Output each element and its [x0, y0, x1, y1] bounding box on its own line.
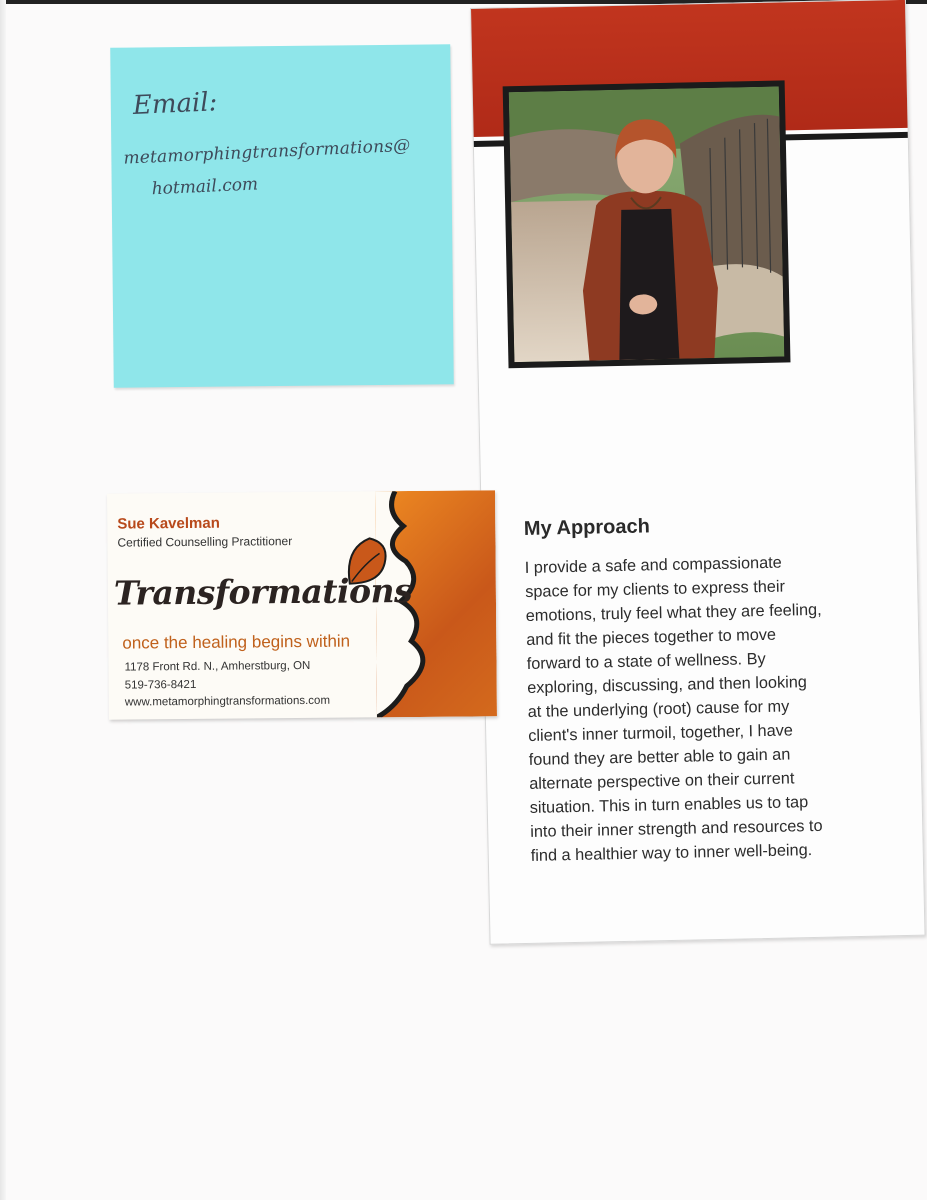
card-website: www.metamorphingtransformations.com: [124, 694, 331, 709]
card-address: 1178 Front Rd. N., Amherstburg, ON: [124, 659, 311, 674]
approach-heading: My Approach: [523, 515, 651, 540]
approach-body-line: emotions, truly feel what they are feeling,: [525, 600, 822, 625]
brochure: [470, 0, 926, 945]
approach-body-line: into their inner strength and resources to: [530, 816, 823, 841]
portrait-photo-image: [509, 87, 785, 363]
portrait-photo: [503, 80, 791, 368]
sticky-email-domain: hotmail.com: [151, 174, 259, 200]
card-phone: 519-736-8421: [124, 678, 197, 692]
approach-body-line: forward to a state of wellness. By: [526, 649, 766, 673]
approach-body-line: situation. This in turn enables us to tap: [529, 793, 809, 817]
approach-body-line: and fit the pieces together to move: [526, 625, 777, 649]
sticky-note: [110, 44, 454, 388]
sticky-email-user: metamorphingtransformations@: [123, 135, 411, 169]
card-job-title: Certified Counselling Practitioner: [117, 534, 293, 550]
card-logo-text: Transformations: [113, 571, 413, 613]
approach-body-line: at the underlying (root) cause for my: [527, 697, 790, 721]
approach-body-line: alternate perspective on their current: [529, 769, 795, 793]
approach-body-line: I provide a safe and compassionate: [524, 553, 782, 577]
card-name: Sue Kavelman: [117, 514, 220, 533]
approach-body-line: space for my clients to express their: [525, 577, 786, 601]
approach-body-line: found they are better able to gain an: [528, 745, 791, 769]
approach-body: [524, 549, 860, 868]
approach-body-line: client's inner turmoil, together, I have: [528, 721, 794, 745]
approach-body-line: find a healthier way to inner well-being.: [530, 841, 813, 865]
scan-edge-left: [0, 0, 6, 1200]
sticky-email-label: Email:: [132, 87, 218, 122]
approach-body-line: exploring, discussing, and then looking: [527, 673, 808, 697]
business-card: [107, 490, 497, 719]
card-tagline: once the healing begins within: [122, 631, 351, 653]
